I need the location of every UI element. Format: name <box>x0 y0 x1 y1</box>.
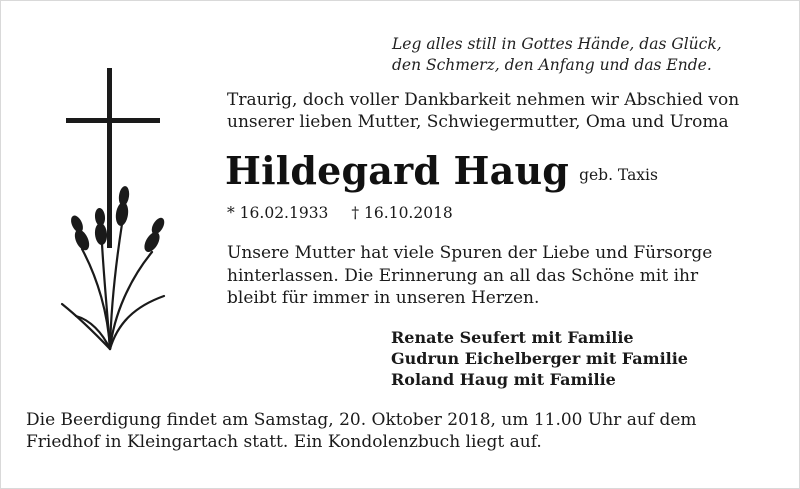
message-line: Unsere Mutter hat viele Spuren der Liebe und Fürsorge <box>227 243 713 263</box>
funeral-line: Friedhof in Kleingartach statt. Ein Kondolenzbuch liegt auf. <box>26 432 542 452</box>
memorial-message <box>227 242 712 310</box>
funeral-line: Die Beerdigung findet am Samstag, 20. Oktober 2018, um 11.00 Uhr auf dem <box>26 410 697 430</box>
motto-verse <box>392 34 722 76</box>
message-line: bleibt für immer in unseren Herzen. <box>227 288 540 308</box>
mourner-entry: Renate Seufert mit Familie <box>391 328 634 347</box>
message-line: hinterlassen. Die Erinnerung an all das Schöne mit ihr <box>227 265 699 286</box>
maiden-name: geb. Taxis <box>579 166 658 184</box>
deceased-name-row <box>225 148 658 193</box>
mourners-list <box>391 327 688 390</box>
cross-with-wheat-icon <box>58 64 178 354</box>
birth-date: * 16.02.1933 <box>227 204 329 222</box>
deceased-name: Hildegard Haug <box>225 148 570 193</box>
life-dates <box>227 204 453 222</box>
mourner-entry: Gudrun Eichelberger mit Familie <box>391 349 688 368</box>
death-date: † 16.10.2018 <box>351 204 453 222</box>
funeral-notice <box>26 409 697 453</box>
intro-line: unserer lieben Mutter, Schwiegermutter, Oma und Uroma <box>227 112 729 132</box>
intro-text <box>227 89 739 133</box>
motto-line: Leg alles still in Gottes Hände, das Glück, <box>392 35 722 53</box>
motto-line: den Schmerz, den Anfang und das Ende. <box>392 56 712 74</box>
mourner-entry: Roland Haug mit Familie <box>391 370 616 389</box>
intro-line: Traurig, doch voller Dankbarkeit nehmen wir Abschied von <box>227 90 740 110</box>
